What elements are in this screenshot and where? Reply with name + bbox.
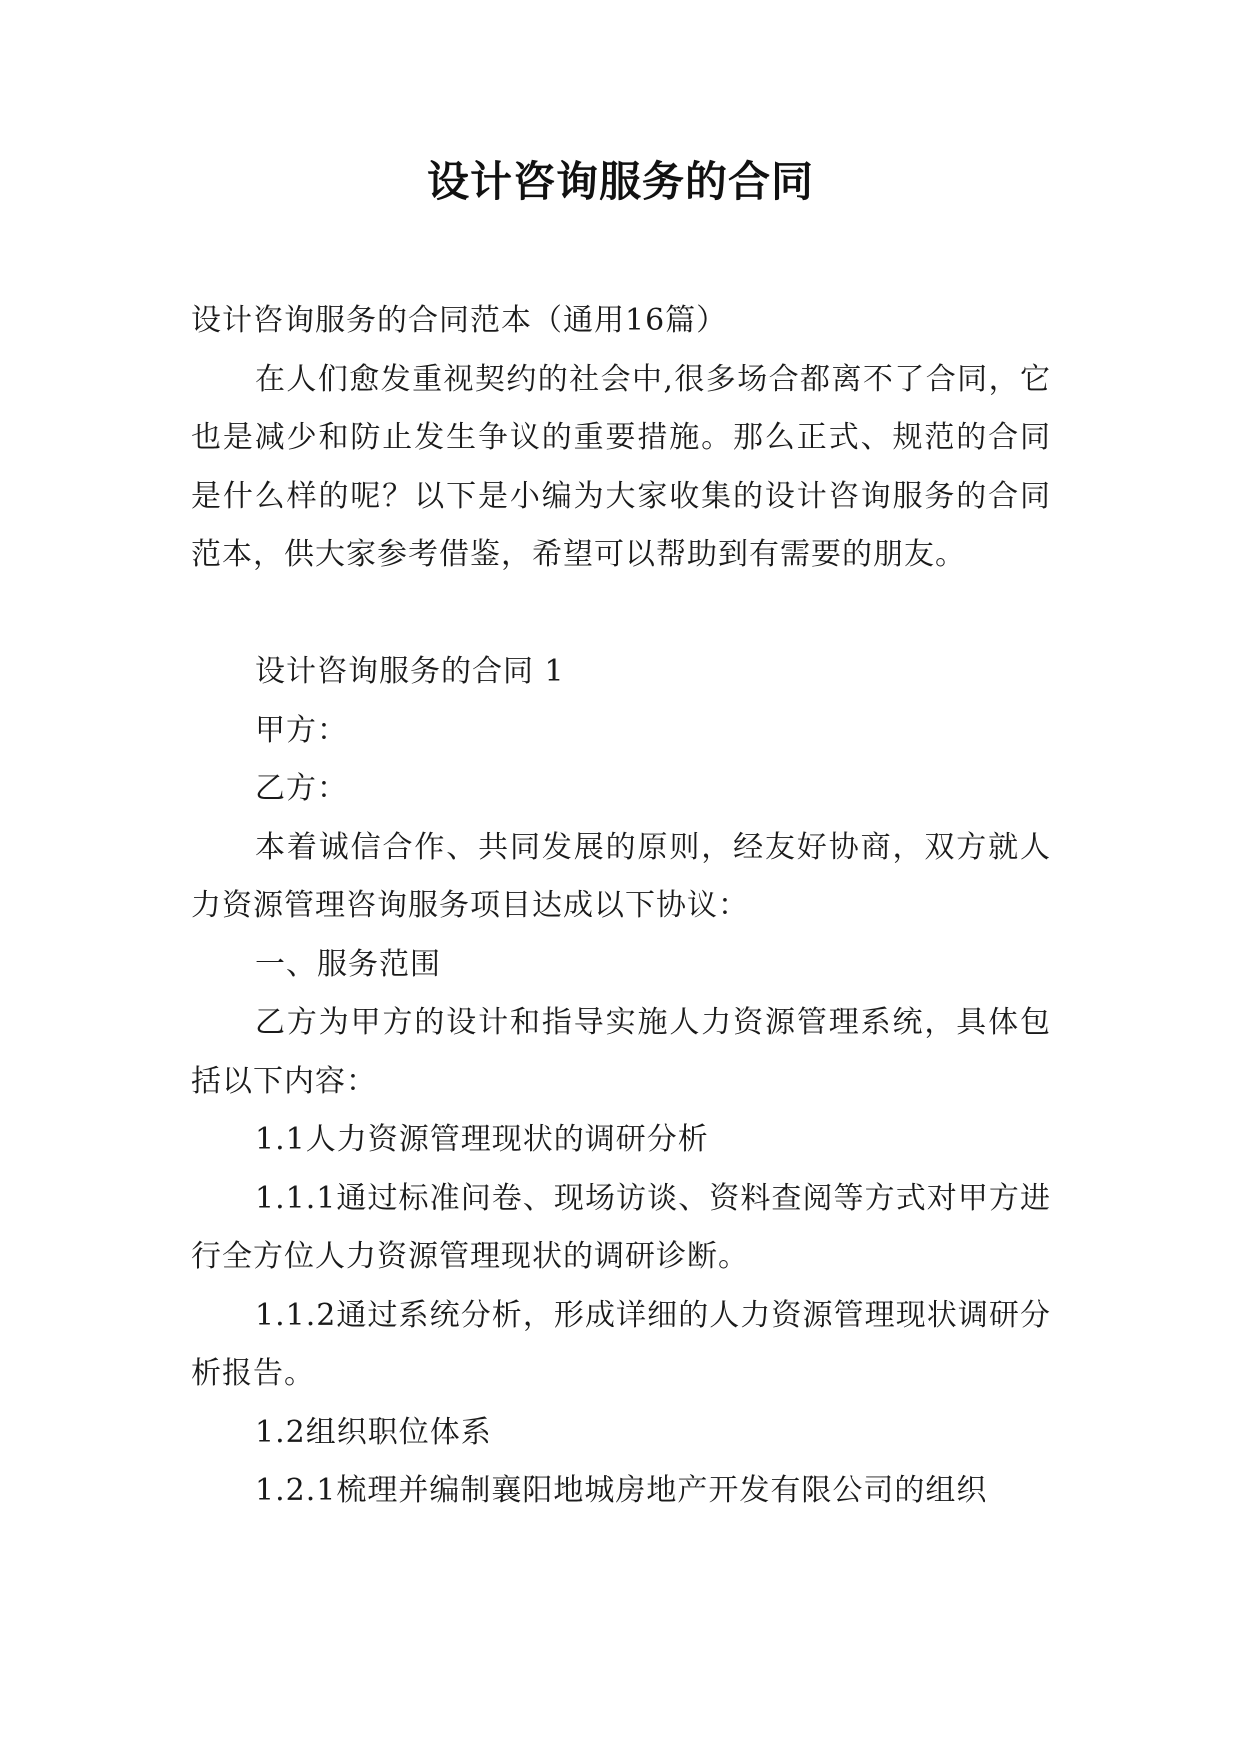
party-b-line: 乙方： <box>255 771 348 806</box>
intro-paragraph: 在人们愈发重视契约的社会中,很多场合都离不了合同，它也是减少和防止发生争议的重要措施。那么正式、规范的合同是什么样的呢？以下是小编为大家收集的设计咨询服务的合同范本，供大家参考借鉴，希望可以帮助到有需要的朋友。 <box>191 361 1051 572</box>
clause-1-heading: 一、服务范围 <box>255 946 441 982</box>
document-body <box>191 292 1051 1521</box>
item-1-1-2: 1.1.2通过系统分析，形成详细的人力资源管理现状调研分析报告。 <box>191 1297 1051 1391</box>
party-a-line: 甲方： <box>255 712 348 748</box>
item-1-1: 1.1人力资源管理现状的调研分析 <box>255 1122 709 1157</box>
clause-1-body: 乙方为甲方的设计和指导实施人力资源管理系统，具体包括以下内容： <box>191 1005 1051 1099</box>
item-1-1-1: 1.1.1通过标准问卷、现场访谈、资料查阅等方式对甲方进行全方位人力资源管理现状的调研诊断。 <box>191 1180 1051 1274</box>
document-subtitle: 设计咨询服务的合同范本（通用16篇） <box>191 303 728 338</box>
section-heading: 设计咨询服务的合同 1 <box>255 654 565 689</box>
paragraph-gap <box>191 585 1051 644</box>
preamble-paragraph: 本着诚信合作、共同发展的原则，经友好协商，双方就人力资源管理咨询服务项目达成以下协议： <box>191 829 1051 923</box>
item-1-2-1: 1.2.1梳理并编制襄阳地城房地产开发有限公司的组织 <box>255 1473 988 1508</box>
document-title: 设计咨询服务的合同 <box>426 157 814 206</box>
item-1-2: 1.2组织职位体系 <box>255 1414 492 1450</box>
